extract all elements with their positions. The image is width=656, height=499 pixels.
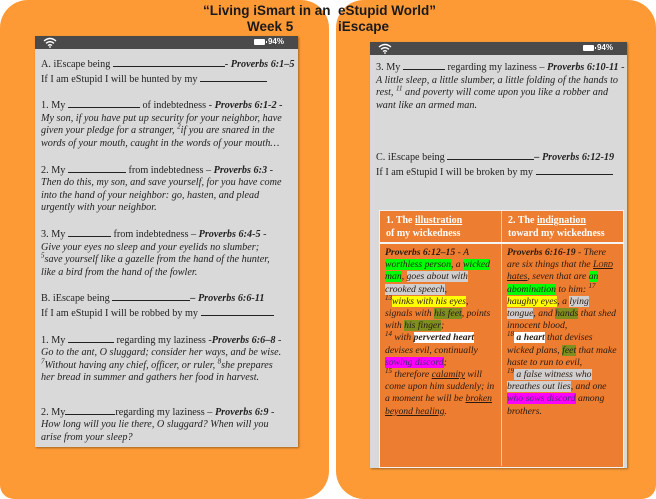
right-notes-content [370, 55, 627, 180]
verse-text: $^5$save yourself like a gazelle from the hand of the hunter, [41, 251, 270, 266]
section-a-subline: If I am eStupid I will be hunted by my [41, 73, 198, 85]
item-b2: 2. My regarding my laziness – Proverbs 6:9 - How long will you lie there, O sluggard? When will you arise from your sleep? [41, 405, 292, 445]
scripture-ref: – Proverbs 6:6-11 [190, 293, 265, 305]
scripture-ref: Proverbs 6:10-11 [547, 62, 619, 73]
col-header-illustration: 1. The illustration of my wickedness [386, 215, 463, 239]
cell-proverbs-6-12-15: Proverbs 6:12–15 - A worthless person, a wicked man, goes about with crooked speech, $^{13}$winks with his eyes, signals with his feet, points with his finger; $^{14}$ with perverted heart devises evil, continually sowing discord; $^{15}$ therefore calamity will come upon him suddenly; in a moment he will be broken beyond healing. [385, 247, 495, 417]
verse-text: into the hand of your neighbor: go, hasten, and plead [41, 189, 260, 201]
battery-percent: 94% [596, 43, 613, 52]
fill-blank[interactable] [201, 306, 274, 316]
section-c-label: C. iEscape being [376, 152, 445, 164]
fill-blank[interactable] [68, 227, 111, 237]
left-notes-content [35, 49, 298, 445]
table-header [380, 211, 623, 244]
wifi-icon [43, 37, 57, 48]
verse-text: given your pledge for a stranger, $^2$if you are snared in the [41, 122, 275, 137]
item-a1 [41, 98, 292, 150]
fill-blank[interactable] [68, 163, 126, 173]
left-phone-screen [35, 36, 298, 447]
title-line1-left: “Living iSmart in an [203, 3, 331, 18]
verse-text: her bread in summer and gathers her food in harvest. [41, 372, 260, 384]
scripture-ref: – Proverbs 6:12-19 [534, 152, 615, 164]
battery-percent: 94% [267, 37, 284, 46]
col-header-indignation: 2. The indignation toward my wickedness [501, 211, 623, 242]
fill-blank[interactable] [536, 165, 613, 175]
fill-blank[interactable] [112, 291, 190, 301]
item-a3: 3. My from indebtedness – Proverbs 6:4-5 - Give your eyes no sleep and your eyelids no slumber; $^5$save yourself like a gazelle from the hand of the hunter, like a bird from the hand of the fowler. [41, 227, 292, 279]
item-suffix: from indebtedness – [128, 164, 212, 176]
fill-blank[interactable] [68, 98, 140, 108]
section-b-subline: If I am eStupid I will be robbed by my [41, 307, 199, 319]
scripture-ref: Proverbs 6:3 [213, 164, 268, 176]
verse-text: words of your mouth, caught in the words of your mouth… [41, 137, 280, 149]
scripture-ref: Proverbs 6:9 [214, 406, 269, 418]
section-a [41, 57, 295, 86]
verse-text: Go to the ant, O sluggard; consider her ways, and be wise. [41, 347, 282, 359]
title-line1-right: eStupid World” [338, 3, 436, 18]
table-body [380, 244, 623, 466]
battery-icon [583, 45, 594, 51]
verse-text: urgently with your neighbor. [41, 202, 157, 214]
section-b [41, 291, 292, 320]
battery-icon [254, 39, 265, 45]
item-suffix: regarding my laziness – [115, 406, 213, 418]
section-c-subline: If I am eStupid I will be broken by my [376, 166, 534, 178]
item-a2: 2. My from indebtedness – Proverbs 6:3 - Then do this, my son, and save yourself, for you have come into the hand of your neighbor: go, hasten, and plead urgently with your neighbor. [41, 163, 292, 215]
cell-proverbs-6-16-19: Proverbs 6:16-19 - There are six things that the Lord hates, seven that are an abomination to him: $^{17}$ haughty eyes, a lying tongue, and hands that shed innocent blood, $^{18}$ a heart that devises wicked plans, feet that make haste to run to evil, $^{19}$ a false witness who breathes out lies, and one who sows discord among brothers. [501, 244, 623, 466]
verse-text: like a bird from the hand of the fowler. [41, 266, 198, 278]
status-bar [35, 36, 298, 49]
battery-indicator [254, 37, 284, 46]
item-label: 1. My [41, 100, 66, 112]
item-b1: 1. My regarding my laziness -Proverbs 6:6–8 - Go to the ant, O sluggard; consider her ways, and be wise. $^7$Without having any chief, officer, or ruler, $^8$she prepares her bread in summer and gathers her food in harvest. [41, 333, 292, 385]
fill-blank[interactable] [200, 72, 267, 82]
verse-text: Then do this, my son, and save yourself, for you have come [41, 177, 282, 189]
item-label: 3. My [376, 62, 401, 73]
wickedness-table [379, 210, 624, 468]
scripture-ref: Proverbs 6:4-5 [198, 228, 261, 240]
fill-blank[interactable] [113, 57, 225, 67]
item-label: 1. My [41, 334, 66, 346]
fill-blank[interactable] [65, 405, 115, 415]
verse-text: How long will you lie there, O sluggard? When will you [41, 419, 269, 431]
fill-blank[interactable] [447, 150, 534, 160]
verse-text: Give your eyes no sleep and your eyelids no slumber; [41, 241, 260, 253]
scripture-ref: Proverbs 6:6–8 [211, 334, 276, 346]
item-label: 2. My [41, 406, 66, 418]
fill-blank[interactable] [403, 60, 445, 70]
verse-text: My son, if you have put up security for your neighbor, have [41, 112, 282, 124]
item-b3: 3. My regarding my laziness – Proverbs 6:10-11 - A little sleep, a little slumber, a little folding of the hands to rest, $^{11}$ and poverty will come upon you like a robber and want like an armed man. [376, 62, 625, 111]
title-line2-left: Week 5 [247, 19, 294, 34]
item-suffix: of indebtedness - [142, 100, 213, 112]
item-label: 3. My [41, 228, 66, 240]
verse-text: A little sleep, a little slumber, a little folding of the hands to [376, 74, 619, 86]
section-b-label: B. iEscape being [41, 293, 110, 305]
scripture-ref: Proverbs 6:1-2 - [214, 100, 283, 112]
item-suffix: from indebtedness – [113, 228, 197, 240]
verse-text: want like an armed man. [376, 99, 478, 111]
verse-text: $^7$Without having any chief, officer, or ruler, $^8$she prepares [41, 357, 273, 371]
section-c [376, 150, 621, 179]
scripture-ref: - Proverbs 6:1–5 [224, 59, 295, 70]
item-suffix: regarding my laziness – [447, 62, 545, 73]
verse-text: arise from your sleep? [41, 432, 133, 444]
title-line2-right: iEscape [338, 19, 390, 34]
battery-indicator [583, 43, 613, 52]
wifi-icon [378, 43, 392, 54]
status-bar [370, 42, 627, 55]
fill-blank[interactable] [68, 333, 114, 343]
section-a-label: A. iEscape being [41, 59, 111, 70]
item-label: 2. My [41, 164, 66, 176]
verse-text: rest, $^{11}$ and poverty will come upon you like a robber and [376, 84, 609, 99]
right-phone-screen [370, 42, 627, 468]
item-suffix: regarding my laziness - [116, 334, 212, 346]
